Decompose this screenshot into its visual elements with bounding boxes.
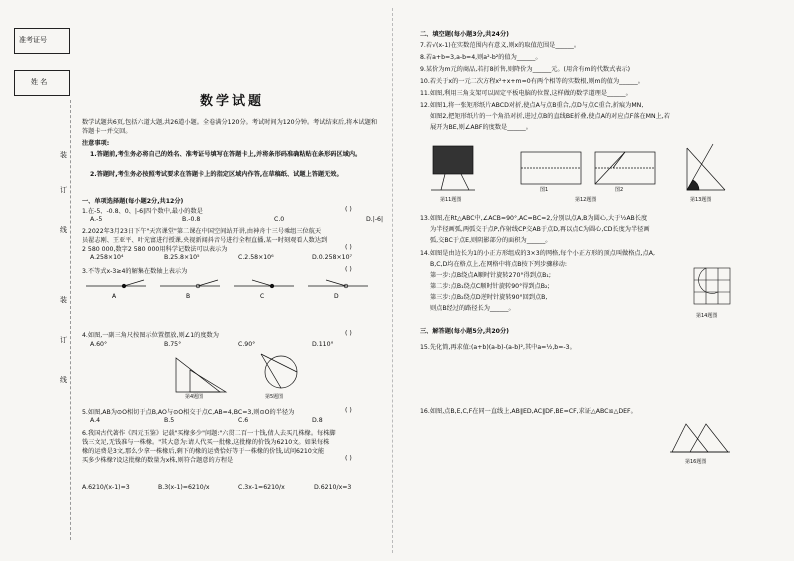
q14-line: 则点B经过的路径长为______。 [430, 305, 515, 312]
page-title: 数学试题 [200, 94, 265, 109]
fig16-caption: 第16题图 [685, 459, 707, 465]
answer-paren: ( ) [345, 206, 352, 213]
binding-line [70, 100, 72, 540]
note-item: 1.答题前,考生务必将自己的姓名、准考证号填写在答题卡上,并将条形码准确粘贴在条形码区域内。 [90, 151, 362, 158]
fig14-caption: 第14题图 [696, 313, 718, 319]
fig12-1-caption: 图1 [540, 187, 549, 193]
q14-line: 14.如图是由边长为1的小正方形组成的3×3的网格,每个小正方形的顶点叫做格点,点A, [420, 250, 655, 257]
q12-line: 展开为BE,则∠ABF的度数是______。 [430, 124, 532, 131]
q2-options [90, 254, 372, 261]
q4-option-b: B.75° [164, 341, 182, 348]
q6-option-a: A.6210/(x-1)=3 [82, 484, 130, 491]
margin-mark: 线 [60, 226, 67, 234]
q1-options [90, 216, 406, 223]
section2-header: 二、填空题(每小题3分,共24分) [420, 31, 509, 38]
answer-paren: ( ) [345, 330, 352, 337]
exam-number-label: 准考证号 [19, 36, 47, 44]
fig13-caption: 第13题图 [690, 197, 712, 203]
q14-figure [688, 262, 736, 310]
answer-paren: ( ) [345, 266, 352, 273]
q3-number-lines [84, 274, 374, 300]
q14-line: 第二步:点B₁绕点C顺时针旋转90°得到点B₂; [430, 283, 550, 290]
q4-option-c: C.90° [238, 341, 256, 348]
q2-stem-line: 2 580 000,数字2 580 000用科学记数法可以表示为 [82, 246, 228, 253]
q16-figure [668, 418, 732, 458]
exam-number-box [14, 28, 70, 54]
q11-13-figures [425, 138, 765, 200]
q4-option-d: D.110° [312, 341, 334, 348]
q2-option-d: D.0.258×10⁷ [312, 254, 352, 261]
q6-stem-line: 椽的运费是3文,那么少拿一株椽后,剩下的椽的运费恰好等于一株椽的价钱,试问6210文能 [82, 448, 325, 455]
fig12-2-caption: 图2 [615, 187, 624, 193]
q7: 7.若√(x-1)在实数范围内有意义,则x的取值范围是______。 [420, 42, 581, 49]
q2-option-b: B.25.8×10⁵ [164, 254, 200, 261]
q4-figure-caption: 第4题图 [185, 394, 204, 400]
q2-stem-line: 员翟志刚、王亚平、叶光富进行授课,央视新闻抖音号进行全程直播,某一时刻观看人数达到 [82, 237, 328, 244]
q8: 8.若a+b=3,a-b=4,则a²-b²的值为______。 [420, 54, 542, 61]
q13-line: 为半径画弧,两弧交于点P,作射线CP交AB于点D,再以点C为圆心,CD长度为半径画 [430, 226, 650, 233]
q6-options [82, 484, 374, 491]
q3-label-d: D [334, 293, 339, 300]
q3-label-a: A [112, 293, 117, 300]
fold-line [392, 8, 394, 553]
q1-option-c: C.0 [274, 216, 285, 223]
q5-option-a: A.4 [90, 417, 101, 424]
q6-stem-line: 钱三文足,无钱准与一株椽。"其大意为:请人代买一批椽,这批椽的价钱为6210文。如果每株 [82, 439, 330, 446]
q2-option-a: A.258×10⁴ [90, 254, 124, 261]
q4-stem: 4.如图,一副三角尺按图示位置摆放,则∠1的度数为 [82, 332, 219, 339]
q10: 10.若关于x的一元二次方程x²+x+m=0有两个相等的实数根,则m的值为______。 [420, 78, 644, 85]
q5-stem: 5.如图,AB为⊙O相切于点B,AO与⊙O相交于点C,AB=4,BC=3,则⊙O的半径为 [82, 409, 295, 416]
q2-stem-line: 2.2022年3月23日下午"天宫课堂"第二课在中国空间站开讲,由神舟十三号乘组三位航天 [82, 228, 322, 235]
q9: 9.某价为m元的商品,若打8折售,则降价为______元。(用含有m的代数式表示) [420, 66, 631, 73]
margin-mark: 订 [60, 336, 67, 344]
answer-paren: ( ) [345, 455, 352, 462]
margin-mark: 订 [60, 186, 67, 194]
q4-option-a: A.60° [90, 341, 108, 348]
q6-option-d: D.6210/x=3 [314, 484, 352, 491]
q15: 15.先化简,再求值:(a+b)(a-b)-(a-b)²,其中a=½,b=-3。 [420, 344, 576, 351]
notes-header: 注意事项: [82, 140, 110, 147]
q6-stem-line: 6.我国古代著作《四元玉鉴》记载"买椽多少"问题:"六贯二百一十钱,倩人去买几株椽。每株脚 [82, 430, 336, 437]
q13-line: 弧,交BC于点E,则阴影部分的面积为______。 [430, 237, 552, 244]
intro-text: 数学试题共6页,包括六道大题,共26道小题。全卷满分120分。考试时间为120分钟。考试结束后,将本试题和答题卡一并交回。 [82, 119, 378, 135]
q5-option-d: D.8 [312, 417, 323, 424]
margin-mark: 线 [60, 376, 67, 384]
fig12-caption: 第12题图 [575, 197, 597, 203]
name-label: 姓 名 [31, 78, 48, 86]
q6-stem-line: 买多少株椽?设这批椽的数量为x株,则符合题意的方程是 [82, 457, 234, 464]
q13-line: 13.如图,在Rt△ABC中,∠ACB=90°,AC=BC=2,分别以点A,B为圆心,大于½AB长度 [420, 215, 648, 222]
q11: 11.如图,利用三角支架可以固定平板电脑的位置,这样做的数学道理是______。 [420, 90, 632, 97]
answer-paren: ( ) [345, 244, 352, 251]
q3-label-b: B [186, 293, 191, 300]
section3-header: 三、解答题(每小题5分,共20分) [420, 328, 509, 335]
q5-options [90, 417, 352, 424]
q1-stem: 1.在-5、-0.8、0、|-6|四个数中,最小的数是 [82, 208, 203, 215]
q1-option-b: B.-0.8 [182, 216, 201, 223]
margin-mark: 装 [60, 151, 67, 159]
margin-mark: 装 [60, 296, 67, 304]
q3-stem: 3.不等式x-3≥4的解集在数轴上表示为 [82, 268, 188, 275]
section1-header: 一、单项选择题(每小题2分,共12分) [82, 198, 184, 205]
q14-line: B,C,D均在格点上,在网格中将点B按下列步骤移动: [430, 261, 567, 268]
note-item: 2.答题时,考生务必按照考试要求在答题卡上的指定区域内作答,在草稿纸、试题上答题无效。 [90, 171, 343, 178]
q3-label-c: C [260, 293, 265, 300]
q12-line: 12.如图1,将一张矩形纸片ABCD对折,使点A与点B重合,点D与点C重合,折痕为MN, [420, 102, 644, 109]
q5-figure-caption: 第5题图 [265, 394, 284, 400]
q1-option-d: D.|-6| [366, 216, 384, 223]
answer-paren: ( ) [345, 407, 352, 414]
q14-line: 第三步:点B₂绕点D逆时针旋转90°回到点B, [430, 294, 548, 301]
q5-option-b: B.5 [164, 417, 175, 424]
fig11-caption: 第11题图 [440, 197, 462, 203]
q12-line: 如图2,把矩形纸片的一个角沿对折,进过点B的直线BE折叠,使点A的对应点F落在MN上,若 [430, 113, 670, 120]
q6-option-b: B.3(x-1)=6210/x [158, 484, 210, 491]
q6-option-c: C.3x-1=6210/x [238, 484, 285, 491]
q14-line: 第一步:点B绕点A顺时针旋转270°得到点B₁; [430, 272, 551, 279]
q5-option-c: C.6 [238, 417, 249, 424]
q1-option-a: A.-5 [90, 216, 103, 223]
q16: 16.如图,点B,E,C,F在同一直线上,AB∥ED,AC∥DF,BE=CF,求证△ABC≌△DEF。 [420, 408, 637, 415]
q2-option-c: C.2.58×10⁶ [238, 254, 274, 261]
q4-options [90, 341, 352, 348]
name-box [14, 70, 70, 96]
